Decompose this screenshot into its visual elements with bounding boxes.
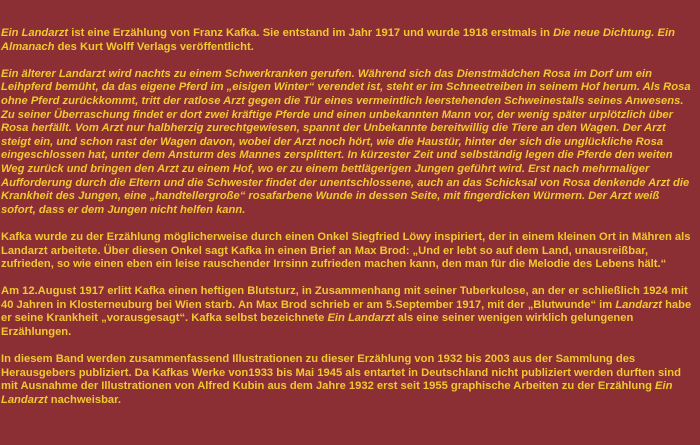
- document-body: [1, 27, 697, 421]
- illness-text-mid: habe er seine Krankheit „vorausgesagt“. Kafka selbst bezeichnete: [1, 298, 692, 325]
- intro-text: ist eine Erzählung von Franz Kafka. Sie entstand im Jahr 1917 und wurde 1918 erstmals in: [68, 27, 554, 39]
- book-title: Ein Landarzt: [1, 380, 673, 407]
- summary-text: Ein älterer Landarzt wird nachts zu einem Schwerkranken gerufen. Während sich das Dienstmädchen Rosa im Dorf um ein Leihpferd bemüht, da das eigene Pferd im „eisigen Winter“ verendet ist, steht er im Schneetreiben in seinem Hof herum. Als Rosa ohne Pferd zurückkommt, tritt der ratlose Arzt gegen die Tür eines vermeintlich leerstehenden Schweinestalls seines Anwesens. Zu seiner Überraschung findet er dort zwei kräftige Pferde und einen unbekannten Mann vor, der wenig später urplötzlich über Rosa herfällt. Vom Arzt nur halbherzig zurechtgewiesen, spannt der Unbekannte bereitwillig die Tiere an den Wagen. Der Arzt steigt ein, und schon rast der Wagen davon, wobei der Arzt noch hört, wie die Haustür, hinter der sich die unglückliche Rosa eingeschlossen hat, unter dem Ansturm des Mannes zersplittert. In kürzester Zeit und selbständig legen die Pferde den weiten Weg zurück und bringen den Arzt zu einem Hof, wo er zu einem bettlägerigen Jungen geführt wird. Erst nach mehrmaliger Aufforderung durch die Eltern und die Schwester findet der unentschlossene, auch an das Schicksal von Rosa denkende Arzt die Krankheit des Jungen, eine „handtellergroße“ rosafarbene Wunde in dessen Seite, mit fingerdicken Würmern. Der Arzt weiß sofort, dass er dem Jungen nicht helfen kann.: [1, 67, 691, 216]
- illness-text-end: als eine seiner wenigen wirklich gelungenen Erzählungen.: [1, 312, 634, 339]
- illness-text: Am 12.August 1917 erlitt Kafka einen heftigen Blutsturz, in Zusammenhang mit seiner Tuberkulose, an der er schließlich 1924 mit 40 Jahren in Klosterneuburg bei Wien starb. An Max Brod schrieb er am 5.September 1917, mit der „Blutwunde“ im: [1, 285, 688, 311]
- publication-title: Die neue Dichtung. Ein Almanach: [1, 27, 675, 53]
- book-title-short: Landarzt: [615, 298, 662, 311]
- intro-paragraph: [1, 27, 697, 54]
- edition-text: In diesem Band werden zusammenfassend Illustrationen zu dieser Erzählung von 1932 bis 2003 aus der Sammlung des Herausgebers publiziert. Da Kafkas Werke von1933 bis Mai 1945 als entartet in Deutschland nicht publiziert werden durften sind mit Ausnahme der Illustrationen von Alfred Kubin aus dem Jahre 1932 erst seit 1955 graphische Arbeiten zu der Erzählung: [1, 353, 681, 393]
- edition-paragraph: [1, 353, 697, 407]
- edition-text-end: nachweisbar.: [47, 394, 121, 407]
- intro-text-end: des Kurt Wolff Verlags veröffentlicht.: [54, 40, 254, 53]
- origin-paragraph: Kafka wurde zu der Erzählung möglicherweise durch einen Onkel Siegfried Löwy inspiriert, der in einem kleinen Ort in Mähren als Landarzt arbeitete. Über diesen Onkel sagt Kafka in einen Brief an Max Brod: „Und er lebt so auf dem Land, unausreißbar, zufrieden, so wie einen eben ein leise rauschender Irrsinn zufrieden machen kann, den man für die Melodie des Lebens hält.“: [1, 230, 691, 271]
- illness-paragraph: [1, 285, 697, 339]
- book-title: Ein Landarzt: [327, 312, 395, 325]
- book-title: Ein Landarzt: [1, 27, 69, 39]
- summary-paragraph: [1, 68, 697, 218]
